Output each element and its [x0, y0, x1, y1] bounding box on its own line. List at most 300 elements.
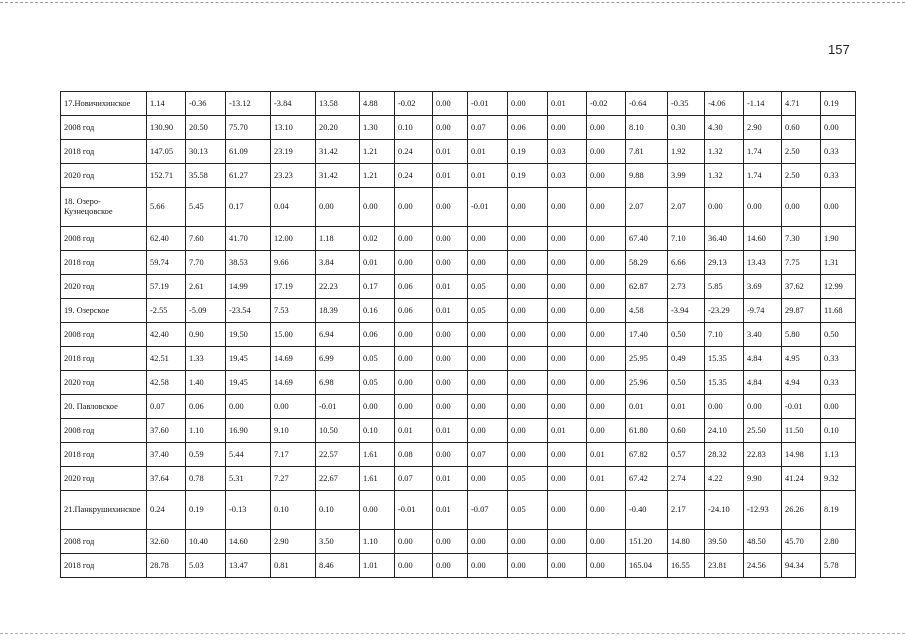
table-cell: 42.51: [147, 347, 186, 371]
table-cell: 0.00: [548, 299, 587, 323]
table-cell: 0.01: [587, 443, 626, 467]
table-cell: 15.00: [271, 323, 316, 347]
table-cell: 0.24: [395, 164, 433, 188]
table-cell: 0.81: [271, 554, 316, 578]
table-cell: 0.00: [587, 554, 626, 578]
table-cell: 0.00: [587, 116, 626, 140]
table-cell: 151.20: [626, 530, 668, 554]
table-cell: 38.53: [226, 251, 271, 275]
table-cell: 0.10: [821, 419, 856, 443]
table-cell: 11.50: [782, 419, 821, 443]
table-cell: 0.07: [147, 395, 186, 419]
table-cell: 0.00: [587, 140, 626, 164]
table-cell: 0.00: [548, 554, 587, 578]
table-cell: 24.10: [705, 419, 744, 443]
table-cell: 0.00: [508, 530, 548, 554]
table-cell: -12.93: [744, 491, 782, 530]
table-cell: 14.60: [744, 227, 782, 251]
table-cell: 15.35: [705, 371, 744, 395]
table-cell: 4.58: [626, 299, 668, 323]
table-cell: -4.06: [705, 92, 744, 116]
table-cell: 0.00: [468, 227, 508, 251]
table-cell: 0.00: [360, 188, 395, 227]
table-cell: 42.58: [147, 371, 186, 395]
table-cell: 0.33: [821, 371, 856, 395]
table-cell: 0.19: [821, 92, 856, 116]
table-cell: 1.33: [186, 347, 226, 371]
table-cell: 22.67: [316, 467, 360, 491]
row-label: 20. Павловское: [61, 395, 147, 419]
table-cell: 0.00: [433, 554, 468, 578]
table-cell: 3.84: [316, 251, 360, 275]
table-cell: 1.13: [821, 443, 856, 467]
table-cell: 0.00: [508, 347, 548, 371]
table-cell: 5.03: [186, 554, 226, 578]
table-cell: 0.00: [705, 395, 744, 419]
table-cell: 0.00: [548, 188, 587, 227]
table-cell: 0.05: [360, 371, 395, 395]
row-label: 2018 год: [61, 443, 147, 467]
table-cell: 0.24: [147, 491, 186, 530]
table-cell: 0.01: [626, 395, 668, 419]
table-cell: 39.50: [705, 530, 744, 554]
table-cell: 42.40: [147, 323, 186, 347]
table-cell: 0.00: [744, 395, 782, 419]
table-cell: 0.08: [395, 443, 433, 467]
table-cell: 0.00: [587, 188, 626, 227]
table-cell: 0.78: [186, 467, 226, 491]
table-cell: 0.06: [395, 299, 433, 323]
table-cell: 59.74: [147, 251, 186, 275]
table-cell: 0.07: [395, 467, 433, 491]
table-cell: 6.98: [316, 371, 360, 395]
table-cell: 37.64: [147, 467, 186, 491]
table-cell: 0.00: [548, 491, 587, 530]
table-cell: -9.74: [744, 299, 782, 323]
row-label: 18. Озеро-Кузнецовское: [61, 188, 147, 227]
table-cell: 1.31: [821, 251, 856, 275]
table-row: [61, 275, 856, 299]
table-cell: 0.06: [395, 275, 433, 299]
table-cell: 0.57: [668, 443, 705, 467]
table-cell: 9.88: [626, 164, 668, 188]
table-cell: 14.80: [668, 530, 705, 554]
table-cell: 94.34: [782, 554, 821, 578]
table-cell: 3.69: [744, 275, 782, 299]
table-cell: 0.00: [468, 419, 508, 443]
table-cell: 0.00: [548, 116, 587, 140]
row-label: 2008 год: [61, 323, 147, 347]
table-cell: -23.29: [705, 299, 744, 323]
table-cell: 48.50: [744, 530, 782, 554]
table-cell: 0.00: [360, 491, 395, 530]
table-cell: 0.10: [395, 116, 433, 140]
table-cell: 23.23: [271, 164, 316, 188]
table-cell: 12.00: [271, 227, 316, 251]
table-row: [61, 347, 856, 371]
table-cell: 0.00: [548, 530, 587, 554]
table-cell: 61.09: [226, 140, 271, 164]
table-cell: 4.30: [705, 116, 744, 140]
table-cell: 0.33: [821, 164, 856, 188]
table-cell: 7.30: [782, 227, 821, 251]
table-cell: 19.45: [226, 347, 271, 371]
table-cell: 0.00: [395, 530, 433, 554]
table-cell: 10.50: [316, 419, 360, 443]
table-cell: -0.64: [626, 92, 668, 116]
table-cell: 1.21: [360, 140, 395, 164]
table-cell: 28.32: [705, 443, 744, 467]
table-cell: 0.01: [360, 251, 395, 275]
table-row: [61, 227, 856, 251]
table-cell: 0.05: [508, 491, 548, 530]
table-cell: 0.02: [360, 227, 395, 251]
table-cell: 0.00: [821, 188, 856, 227]
table-cell: 41.24: [782, 467, 821, 491]
table-cell: 4.94: [782, 371, 821, 395]
table-cell: 0.00: [395, 251, 433, 275]
table-cell: 7.53: [271, 299, 316, 323]
table-cell: -2.55: [147, 299, 186, 323]
table-cell: 0.00: [508, 395, 548, 419]
table-cell: 35.58: [186, 164, 226, 188]
table-cell: 6.99: [316, 347, 360, 371]
table-cell: 14.98: [782, 443, 821, 467]
row-label: 17.Новичихинское: [61, 92, 147, 116]
table-cell: 0.00: [548, 371, 587, 395]
table-cell: 7.60: [186, 227, 226, 251]
table-cell: 16.55: [668, 554, 705, 578]
table-cell: 30.13: [186, 140, 226, 164]
table-cell: 0.00: [433, 395, 468, 419]
table-cell: 0.00: [587, 491, 626, 530]
table-cell: 0.00: [508, 323, 548, 347]
table-cell: 9.32: [821, 467, 856, 491]
table-row: [61, 530, 856, 554]
table-cell: 2.90: [744, 116, 782, 140]
table-cell: 4.84: [744, 371, 782, 395]
table-cell: 0.00: [548, 275, 587, 299]
table-cell: 61.80: [626, 419, 668, 443]
table-cell: 0.01: [548, 419, 587, 443]
table-cell: 23.19: [271, 140, 316, 164]
table-cell: 0.00: [587, 251, 626, 275]
table-cell: 67.40: [626, 227, 668, 251]
table-cell: 3.99: [668, 164, 705, 188]
row-label: 2020 год: [61, 371, 147, 395]
table-cell: 0.00: [433, 347, 468, 371]
page-number: 157: [828, 42, 850, 57]
table-cell: 0.07: [468, 116, 508, 140]
table-cell: 0.33: [821, 140, 856, 164]
table-cell: 2.73: [668, 275, 705, 299]
table-cell: 130.90: [147, 116, 186, 140]
table-cell: 41.70: [226, 227, 271, 251]
table-cell: 0.00: [433, 371, 468, 395]
table-cell: 0.00: [271, 395, 316, 419]
table-cell: 7.75: [782, 251, 821, 275]
table-cell: 1.21: [360, 164, 395, 188]
table-cell: 7.10: [668, 227, 705, 251]
table-cell: 0.05: [468, 275, 508, 299]
table-cell: 0.01: [587, 467, 626, 491]
table-row: [61, 371, 856, 395]
table-cell: 0.50: [668, 371, 705, 395]
table-cell: 61.27: [226, 164, 271, 188]
table-cell: 11.68: [821, 299, 856, 323]
row-label: 2020 год: [61, 275, 147, 299]
table-cell: 0.06: [508, 116, 548, 140]
table-cell: 0.00: [433, 92, 468, 116]
table-cell: -0.01: [316, 395, 360, 419]
table-cell: 0.00: [508, 443, 548, 467]
table-cell: 22.23: [316, 275, 360, 299]
table-cell: 9.10: [271, 419, 316, 443]
table-cell: 165.04: [626, 554, 668, 578]
table-cell: 19.45: [226, 371, 271, 395]
top-edge-line: [0, 2, 905, 3]
table-cell: 2.90: [271, 530, 316, 554]
table-row: [61, 395, 856, 419]
table-cell: 0.00: [587, 419, 626, 443]
table-cell: 0.00: [587, 371, 626, 395]
table-cell: 7.17: [271, 443, 316, 467]
table-cell: 0.19: [186, 491, 226, 530]
table-cell: 1.61: [360, 443, 395, 467]
table-cell: 62.40: [147, 227, 186, 251]
table-cell: -3.84: [271, 92, 316, 116]
table-row: [61, 491, 856, 530]
table-cell: 19.50: [226, 323, 271, 347]
table-cell: 0.50: [821, 323, 856, 347]
table-cell: 0.10: [316, 491, 360, 530]
table-cell: 29.87: [782, 299, 821, 323]
table-cell: 0.00: [508, 227, 548, 251]
table-cell: 0.00: [508, 371, 548, 395]
table-cell: 0.00: [395, 554, 433, 578]
table-cell: 45.70: [782, 530, 821, 554]
table-cell: 0.19: [508, 164, 548, 188]
row-label: 21.Панкрушихинское: [61, 491, 147, 530]
table-cell: 0.01: [433, 419, 468, 443]
table-cell: 1.92: [668, 140, 705, 164]
table-cell: 0.00: [508, 188, 548, 227]
table-cell: 0.00: [508, 275, 548, 299]
table-cell: 0.03: [548, 140, 587, 164]
statistics-table: [60, 91, 856, 578]
table-cell: 4.71: [782, 92, 821, 116]
table-cell: 0.00: [316, 188, 360, 227]
table-cell: 0.00: [705, 188, 744, 227]
table-cell: 14.99: [226, 275, 271, 299]
table-cell: -1.14: [744, 92, 782, 116]
table-cell: -5.09: [186, 299, 226, 323]
table-cell: 1.40: [186, 371, 226, 395]
table-cell: 25.50: [744, 419, 782, 443]
table-cell: 13.43: [744, 251, 782, 275]
table-cell: 28.78: [147, 554, 186, 578]
table-cell: 7.70: [186, 251, 226, 275]
table-row: [61, 116, 856, 140]
table-cell: 0.00: [433, 251, 468, 275]
table-cell: 0.00: [395, 371, 433, 395]
table-cell: 0.00: [548, 395, 587, 419]
table-cell: 0.17: [226, 188, 271, 227]
table-cell: 2.07: [668, 188, 705, 227]
table-cell: 0.10: [271, 491, 316, 530]
table-cell: 5.78: [821, 554, 856, 578]
table-cell: 0.00: [587, 323, 626, 347]
table-cell: 0.00: [468, 251, 508, 275]
table-cell: 0.00: [468, 395, 508, 419]
table-cell: 0.06: [186, 395, 226, 419]
table-cell: 0.17: [360, 275, 395, 299]
table-cell: 0.00: [433, 188, 468, 227]
table-row: [61, 467, 856, 491]
table-cell: -0.02: [395, 92, 433, 116]
table-cell: -24.10: [705, 491, 744, 530]
table-cell: 0.00: [587, 299, 626, 323]
table-row: [61, 299, 856, 323]
table-cell: 1.32: [705, 164, 744, 188]
row-label: 2018 год: [61, 554, 147, 578]
table-cell: 0.05: [468, 299, 508, 323]
table-cell: 4.95: [782, 347, 821, 371]
table-cell: 0.00: [508, 419, 548, 443]
row-label: 2020 год: [61, 467, 147, 491]
table-cell: 0.00: [226, 395, 271, 419]
table-cell: 1.74: [744, 140, 782, 164]
table-cell: 4.84: [744, 347, 782, 371]
table-cell: 14.69: [271, 371, 316, 395]
table-cell: 147.05: [147, 140, 186, 164]
table-cell: 2.50: [782, 140, 821, 164]
table-cell: 0.07: [468, 443, 508, 467]
table-cell: 2.74: [668, 467, 705, 491]
table-cell: 0.00: [548, 251, 587, 275]
table-cell: -0.07: [468, 491, 508, 530]
table-cell: -0.01: [395, 491, 433, 530]
table-cell: 0.10: [360, 419, 395, 443]
row-label: 2008 год: [61, 116, 147, 140]
table-cell: 0.24: [395, 140, 433, 164]
table-cell: 0.00: [468, 530, 508, 554]
table-cell: 0.01: [433, 491, 468, 530]
table-cell: 0.00: [395, 347, 433, 371]
row-label: 2008 год: [61, 419, 147, 443]
table-cell: 5.45: [186, 188, 226, 227]
table-cell: 0.00: [508, 92, 548, 116]
table-cell: 67.82: [626, 443, 668, 467]
table-cell: 37.40: [147, 443, 186, 467]
table-cell: 5.44: [226, 443, 271, 467]
table-cell: 1.01: [360, 554, 395, 578]
table-cell: 9.66: [271, 251, 316, 275]
table-cell: 5.85: [705, 275, 744, 299]
row-label: 2008 год: [61, 227, 147, 251]
table-cell: 0.00: [587, 395, 626, 419]
table-cell: 31.42: [316, 140, 360, 164]
row-label: 2008 год: [61, 530, 147, 554]
table-cell: 14.69: [271, 347, 316, 371]
row-label: 2018 год: [61, 140, 147, 164]
table-cell: 0.01: [548, 92, 587, 116]
table-cell: 37.62: [782, 275, 821, 299]
table-cell: 7.10: [705, 323, 744, 347]
table-cell: 0.00: [395, 323, 433, 347]
row-label: 2018 год: [61, 347, 147, 371]
table-cell: 5.31: [226, 467, 271, 491]
table-cell: 0.00: [433, 323, 468, 347]
table-cell: 17.40: [626, 323, 668, 347]
table-row: [61, 323, 856, 347]
table-cell: 31.42: [316, 164, 360, 188]
table-cell: -0.01: [468, 92, 508, 116]
table-cell: 0.00: [395, 227, 433, 251]
table-cell: 0.00: [782, 188, 821, 227]
table-cell: 0.01: [433, 299, 468, 323]
table-cell: 152.71: [147, 164, 186, 188]
table-cell: 0.00: [395, 395, 433, 419]
table-cell: 0.01: [668, 395, 705, 419]
table-cell: -0.01: [782, 395, 821, 419]
table-cell: 1.61: [360, 467, 395, 491]
table-cell: 4.22: [705, 467, 744, 491]
table-cell: 6.66: [668, 251, 705, 275]
table-cell: -23.54: [226, 299, 271, 323]
table-cell: 10.40: [186, 530, 226, 554]
table-cell: 1.18: [316, 227, 360, 251]
table-cell: 20.20: [316, 116, 360, 140]
table-cell: 32.60: [147, 530, 186, 554]
table-cell: 22.57: [316, 443, 360, 467]
table-cell: 0.04: [271, 188, 316, 227]
table-cell: 20.50: [186, 116, 226, 140]
table-cell: 1.10: [186, 419, 226, 443]
table-cell: 0.60: [668, 419, 705, 443]
row-label: 2020 год: [61, 164, 147, 188]
table-cell: 3.40: [744, 323, 782, 347]
table-cell: 1.32: [705, 140, 744, 164]
table-cell: 13.10: [271, 116, 316, 140]
table-cell: 0.00: [508, 554, 548, 578]
table-cell: -3.94: [668, 299, 705, 323]
table-cell: 0.01: [468, 140, 508, 164]
table-cell: 17.19: [271, 275, 316, 299]
table-cell: 8.10: [626, 116, 668, 140]
table-cell: 7.81: [626, 140, 668, 164]
table-cell: 2.80: [821, 530, 856, 554]
row-label: 2018 год: [61, 251, 147, 275]
table-cell: 2.50: [782, 164, 821, 188]
table-cell: 0.01: [395, 419, 433, 443]
table-cell: 15.35: [705, 347, 744, 371]
table-cell: 29.13: [705, 251, 744, 275]
table-cell: 57.19: [147, 275, 186, 299]
table-cell: 0.00: [548, 443, 587, 467]
table-cell: 0.01: [433, 467, 468, 491]
table-row: [61, 140, 856, 164]
table-cell: 0.03: [548, 164, 587, 188]
table-cell: -0.40: [626, 491, 668, 530]
table-cell: 25.95: [626, 347, 668, 371]
table-cell: -0.13: [226, 491, 271, 530]
table-row: [61, 419, 856, 443]
table-cell: 0.00: [587, 347, 626, 371]
table-cell: 67.42: [626, 467, 668, 491]
table-cell: 0.30: [668, 116, 705, 140]
table-row: [61, 164, 856, 188]
